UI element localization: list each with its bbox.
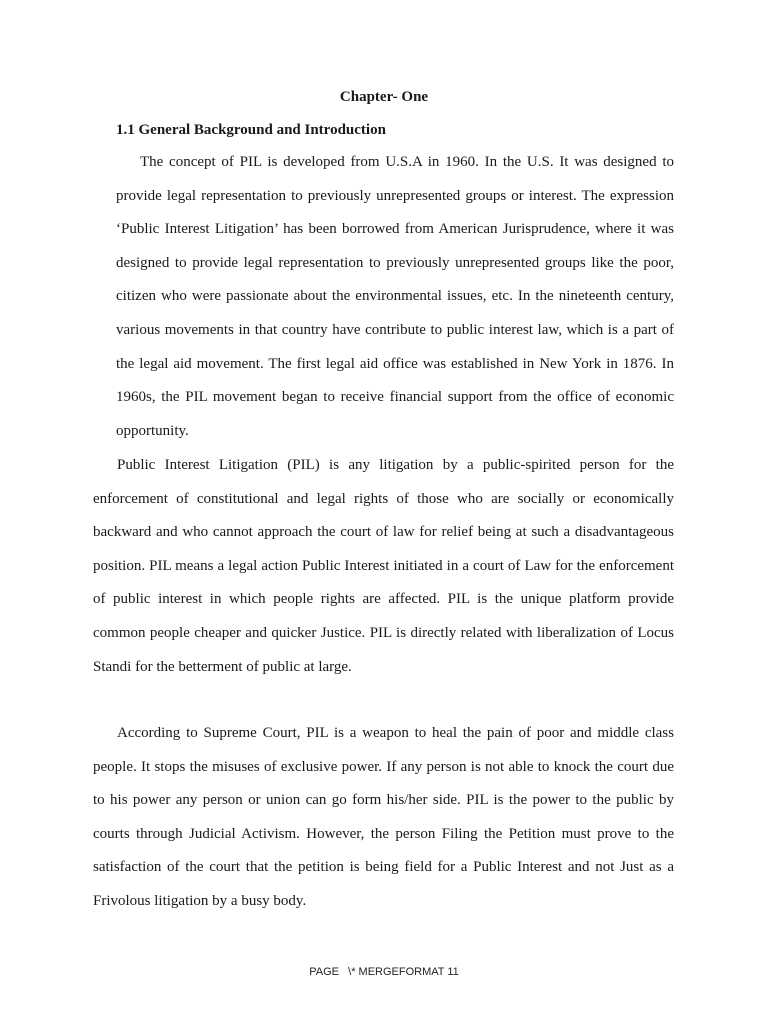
chapter-title: Chapter- One bbox=[339, 89, 429, 105]
paragraph-supreme-court-view: According to Supreme Court, PIL is a weapon to heal the pain of poor and middle class people. It stops the misuses of exclusive power. If any person is not able to knock the court due to his power any person or union can go form his/her side. PIL is the power to the public by courts through Judicial Activism. However, the person Filing the Petition must prove to the satisfaction of the court that the petition is being field for a Public Interest and not Just as a Frivolous litigation by a busy body. bbox=[93, 725, 674, 909]
paragraph-pil-definition: Public Interest Litigation (PIL) is any litigation by a public-spirited person for the enforcement of constitutional and legal rights of those who are socially or economically backward and who cannot approach the court of law for relief being at such a disadvantageous position. PIL means a legal action Public Interest initiated in a court of Law for the enforcement of public interest in which people rights are affected. PIL is the unique platform provide common people cheaper and quicker Justice. PIL is directly related with liberalization of Locus Standi for the betterment of public at large. bbox=[93, 457, 674, 675]
page-footer-field-code: PAGE \* MERGEFORMAT 11 bbox=[309, 966, 459, 978]
section-heading: 1.1 General Background and Introduction bbox=[116, 122, 386, 138]
paragraph-pil-origin: The concept of PIL is developed from U.S.A in 1960. In the U.S. It was designed to provide legal representation to previously unrepresented groups or interest. The expression ‘Public Interest Litigation’ has been borrowed from American Jurisprudence, where it was designed to provide legal representation to previously unrepresented groups like the poor, citizen who were passionate about the environmental issues, etc. In the nineteenth century, various movements in that country have contribute to public interest law, which is a part of the legal aid movement. The first legal aid office was established in New York in 1876. In 1960s, the PIL movement began to receive financial support from the office of economic opportunity. bbox=[116, 154, 674, 439]
